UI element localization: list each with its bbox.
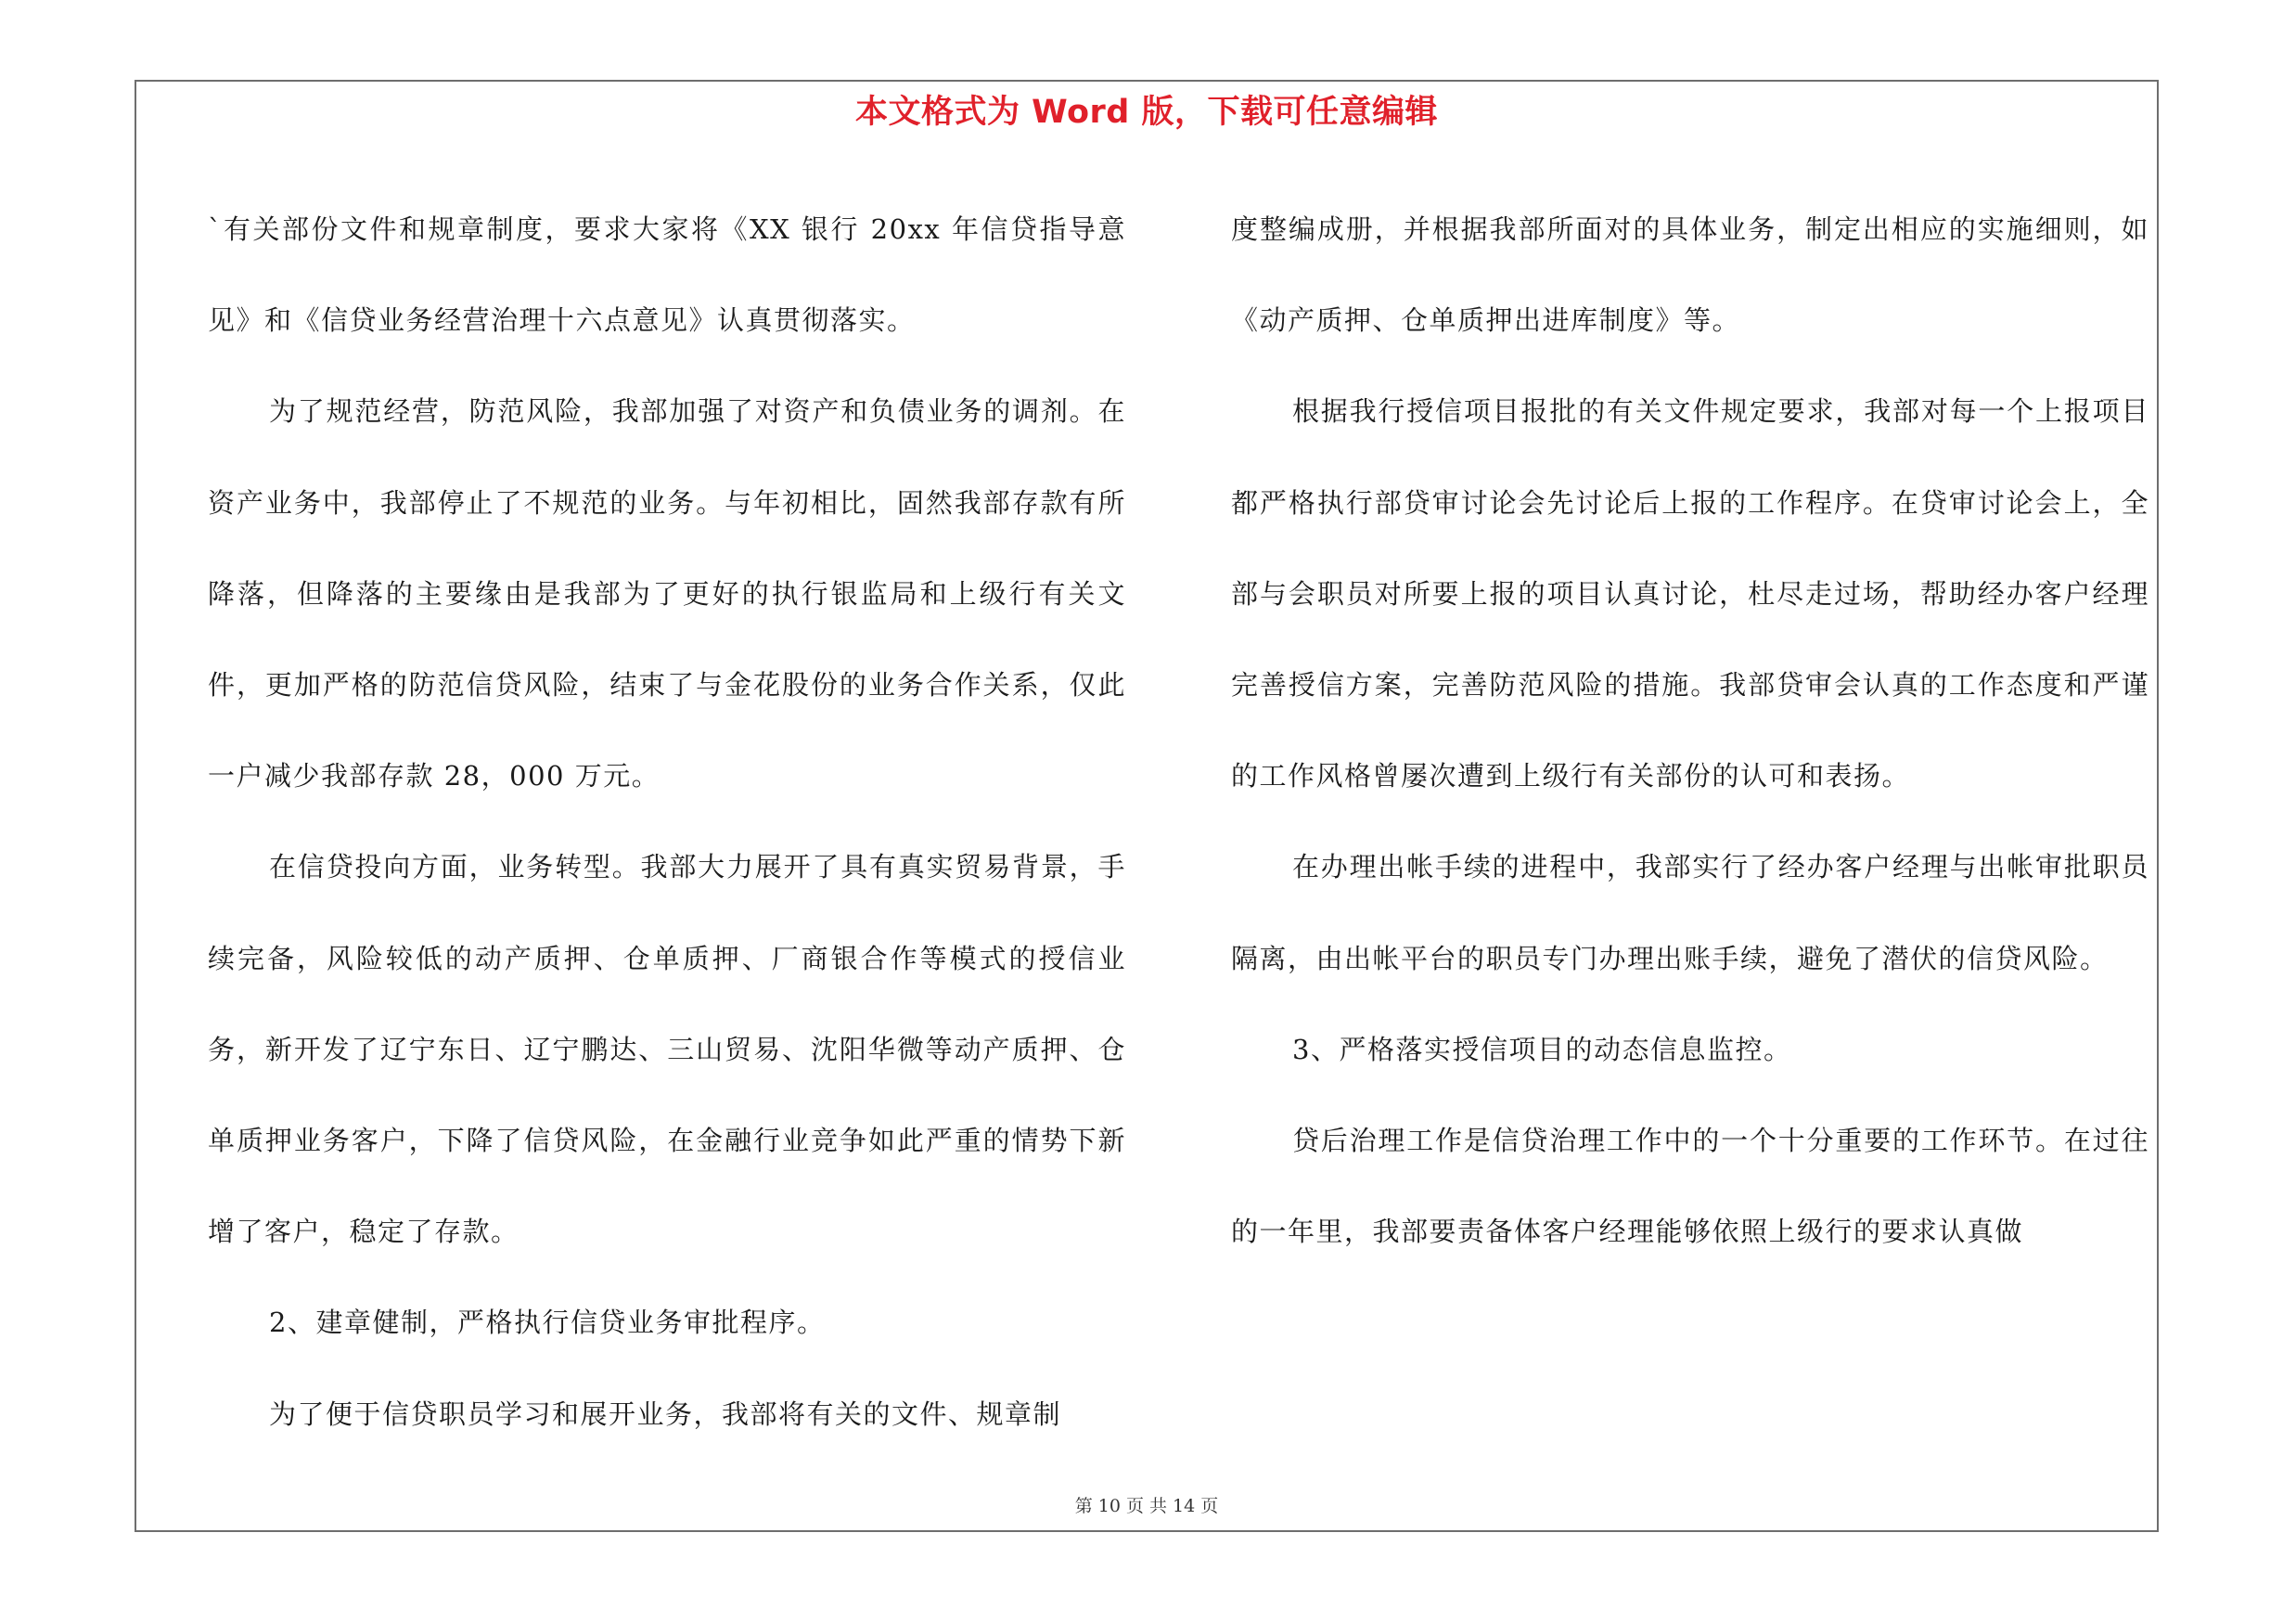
page-frame: [135, 80, 2159, 1532]
paragraph: 在信贷投向方面，业务转型。我部大力展开了具有真实贸易背景，手续完备，风险较低的动产质押、仓单质押、厂商银合作等模式的授信业务，新开发了辽宁东日、辽宁鹏达、三山贸易、沈阳华微等动产质押、仓单质押业务客户，下降了信贷风险，在金融行业竞争如此严重的情势下新增了客户，稳定了存款。: [208, 851, 1126, 1248]
paragraph: 度整编成册，并根据我部所面对的具体业务，制定出相应的实施细则，如《动产质押、仓单质押出进库制度》等。: [1231, 213, 2149, 337]
paragraph: 贷后治理工作是信贷治理工作中的一个十分重要的工作环节。在过往的一年里，我部要责备体客户经理能够依照上级行的要求认真做: [1231, 1125, 2149, 1248]
section-heading: 3、严格落实授信项目的动态信息监控。: [1292, 1033, 1792, 1065]
paragraph: 为了便于信贷职员学习和展开业务，我部将有关的文件、规章制: [269, 1398, 1062, 1430]
left-column: [208, 184, 1126, 1460]
paragraph: 在办理出帐手续的进程中，我部实行了经办客户经理与出帐审批职员隔离，由出帐平台的职员专门办理出账手续，避免了潜伏的信贷风险。: [1231, 851, 2149, 974]
page-number: 第 10 页 共 14 页: [1074, 1496, 1219, 1516]
paragraph: `有关部份文件和规章制度，要求大家将《XX 银行 20xx 年信贷指导意见》和《信贷业务经营治理十六点意见》认真贯彻落实。: [208, 213, 1126, 337]
edit-banner: 本文格式为 Word 版，下载可任意编辑: [854, 94, 1439, 131]
paragraph: 为了规范经营，防范风险，我部加强了对资产和负债业务的调剂。在资产业务中，我部停止了不规范的业务。与年初相比，固然我部存款有所降落，但降落的主要缘由是我部为了更好的执行银监局和上级行有关文件，更加严格的防范信贷风险，结束了与金花股份的业务合作关系，仅此一户减少我部存款 28，000 万元。: [208, 395, 1126, 792]
section-heading: 2、建章健制，严格执行信贷业务审批程序。: [269, 1307, 826, 1339]
right-column: [1231, 184, 2149, 1277]
paragraph: 根据我行授信项目报批的有关文件规定要求，我部对每一个上报项目都严格执行部贷审讨论会先讨论后上报的工作程序。在贷审讨论会上，全部与会职员对所要上报的项目认真讨论，杜尽走过场，帮助经办客户经理完善授信方案，完善防范风险的措施。我部贷审会认真的工作态度和严谨的工作风格曾屡次遭到上级行有关部份的认可和表扬。: [1231, 395, 2149, 792]
